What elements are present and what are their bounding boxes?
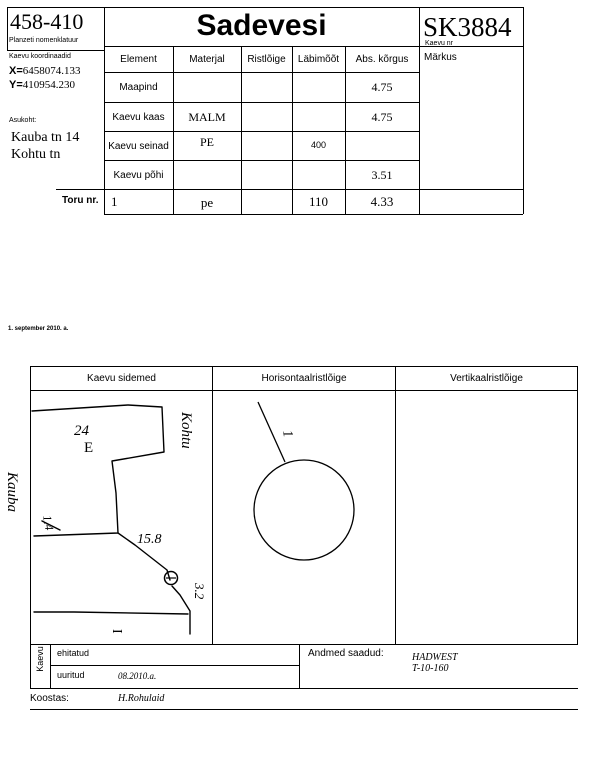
sheet-caption: Planzeti nomenklatuur (9, 37, 79, 44)
data-source-line-2: T-10-160 (412, 663, 449, 674)
bottom-letter: I (109, 629, 124, 634)
location-label: Asukoht: (9, 117, 37, 124)
date-line: 1. september 2010. a. (8, 326, 69, 332)
footer-side-label: Kaevu (35, 646, 45, 672)
col-header-diameter: Läbimõõt (297, 54, 340, 65)
distance-a: 1.4 (40, 514, 57, 532)
street-label-top: Kohtu (178, 412, 194, 449)
surveyed-value: 08.2010.a. (118, 671, 157, 681)
panel-title-horizontal: Horisontaalristlõige (261, 373, 347, 384)
panel-title-vertical: Vertikaalristlõige (450, 373, 523, 384)
col-header-material: Materjal (189, 54, 225, 65)
data-source-label: Andmed saadud: (308, 648, 384, 659)
col-header-height: Abs. kõrgus (355, 54, 409, 65)
row-walls-diameter: 400 (310, 140, 327, 150)
row-maapind-height: 4.75 (371, 80, 393, 94)
pipe-height: 4.33 (370, 194, 394, 209)
col-header-section: Ristlõige (247, 54, 286, 65)
page-title: Sadevesi (196, 9, 327, 42)
panel-title-connections: Kaevu sidemed (87, 373, 156, 384)
row-maapind-element: Maapind (119, 82, 158, 93)
x-label: X= (9, 65, 23, 77)
y-value: 410954.230 (22, 79, 76, 91)
row-lid-height: 4.75 (371, 109, 393, 124)
pipe-row-label: Toru nr. (62, 195, 99, 206)
col-header-remarks: Märkus (424, 52, 457, 63)
sheet-number: 458-410 (10, 9, 84, 34)
pipe-number-label: 1 (279, 429, 296, 439)
row-bottom-height: 3.51 (371, 167, 393, 182)
x-value: 6458074.133 (22, 65, 81, 77)
pipe-diameter: 110 (308, 194, 329, 209)
row-lid-material: MALM (188, 109, 226, 124)
row-bottom-element: Kaevu põhi (113, 169, 164, 181)
well-circle (254, 460, 354, 560)
building-letter: E (84, 440, 94, 456)
row-walls-element: Kaevu seinad (108, 140, 169, 152)
compiled-value: H.Rohulaid (118, 693, 165, 704)
location-line-1: Kauba tn 14 (11, 130, 80, 145)
coords-label: Kaevu koordinaadid (9, 53, 71, 60)
pipe-number: 1 (111, 194, 118, 209)
street-label-left: Kauba (4, 472, 20, 513)
compiled-label: Koostas: (30, 693, 69, 704)
col-header-element: Element (120, 54, 157, 65)
row-walls-material: PE (199, 135, 214, 149)
surveyed-label: uuritud (57, 670, 85, 680)
distance-b: 15.8 (137, 532, 162, 547)
well-id-caption: Kaevu nr (425, 40, 454, 47)
well-id: SK3884 (423, 12, 512, 42)
built-label: ehitatud (57, 648, 90, 658)
location-line-2: Kohtu tn (11, 147, 61, 162)
row-lid-element: Kaevu kaas (112, 111, 165, 123)
distance-c: 3.2 (192, 583, 207, 600)
data-source-line-1: HADWEST (412, 652, 458, 663)
y-label: Y= (9, 79, 23, 91)
building-number: 24 (74, 423, 89, 439)
pipe-material: pe (200, 195, 214, 210)
